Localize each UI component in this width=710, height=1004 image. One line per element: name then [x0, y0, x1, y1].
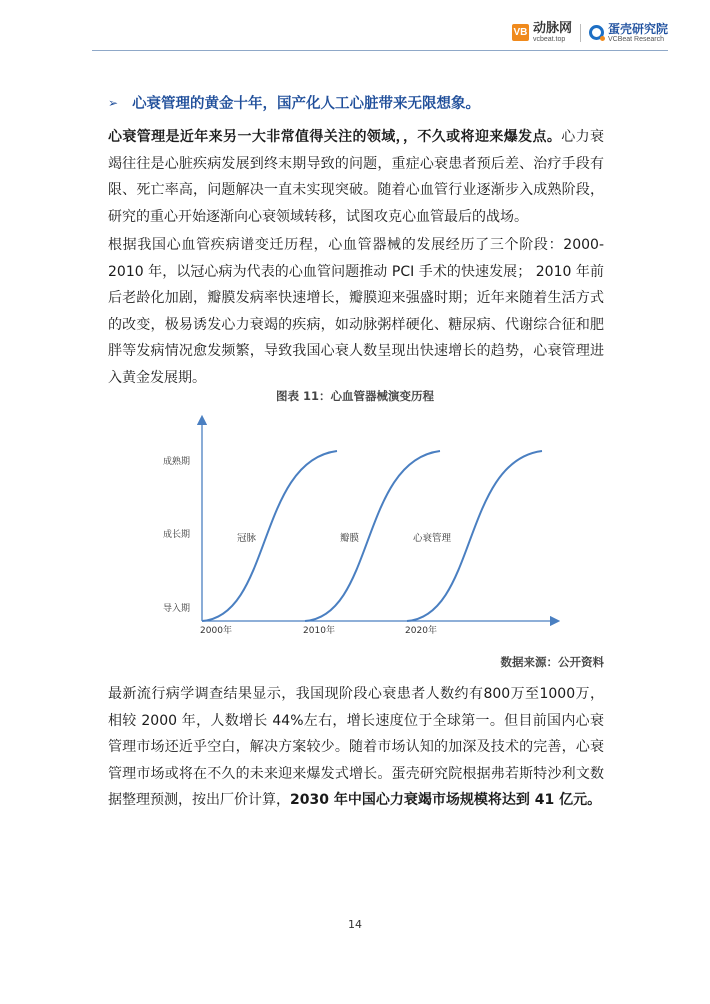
- page-number: 14: [348, 918, 362, 931]
- section-heading-text: 心衰管理的黄金十年，国产化人工心脏带来无限想象。: [132, 96, 481, 112]
- vcbeat-research-logo: [589, 23, 668, 43]
- paragraph-intro-bold: 心衰管理是近年来另一大非常值得关注的领域，，不久或将迎来爆发点。: [108, 129, 562, 145]
- evolution-chart: [150, 415, 560, 640]
- header-rule: [92, 50, 668, 51]
- series-label: 冠脉: [236, 533, 256, 544]
- y-tick-label: 成熟期: [162, 457, 190, 467]
- vcbeat-logo-icon: VB: [512, 24, 529, 41]
- x-tick-label: 2020年: [405, 626, 437, 636]
- paragraph-history: 根据我国心血管疾病谱变迁历程，心血管器械的发展经历了三个阶段：2000-2010 年，以冠心病为代表的心血管问题推动 PCI 手术的快速发展； 2010 年前后老龄化加剧，瓣膜发病率快速增长，瓣膜迎来强盛时期；近年来随着生活方式的改变，极易诱发心力衰竭的疾病，如动脉粥样硬化、糖尿病、代谢综合征和肥胖等发病情况愈发频繁，导致我国心衰人数呈现出快速增长的趋势，心衰管理进入黄金发展期。: [108, 237, 604, 386]
- vcbeat-research-logo-icon: [589, 25, 604, 40]
- header-logos: [512, 22, 668, 43]
- vcbeat-logo-name: 动脉网: [532, 21, 572, 36]
- vcbeat-logo-url: vcbeat.top: [532, 36, 566, 43]
- section-heading: [108, 92, 618, 113]
- paragraph-market-bold: 2030 年中国心力衰竭市场规模将达到 41 亿元。: [290, 792, 602, 808]
- paragraph-market-text: 最新流行病学调查结果显示，我国现阶段心衰患者人数约有800万至1000万，相较 2000 年，人数增长 44%左右，增长速度位于全球第一。但目前国内心衰管理市场还近乎空白，解决方案较少。随着市场认知的加深及技术的完善，心衰管理市场或将在不久的未来迎来爆发式增长。蛋壳研究院根据弗若斯特沙利文数据整理预测，按出厂价计算，: [108, 686, 604, 808]
- paragraph-intro: [108, 124, 604, 230]
- x-tick-label: 2000年: [200, 626, 232, 636]
- figure-source: 数据来源：公开资料: [500, 655, 604, 669]
- series-line: [202, 451, 337, 621]
- paragraph-market: [108, 681, 604, 814]
- paragraph-intro-text: 心力衰竭往往是心脏疾病发展到终末期导致的问题，重症心衰患者预后差、治疗手段有限、死亡率高，问题解决一直未实现突破。随着心血管行业逐渐步入成熟阶段，研究的重心开始逐渐向心衰领域转移，试图攻克心血管最后的战场。: [108, 129, 604, 225]
- vcbeat-research-logo-en: VCBeat Research: [607, 35, 665, 43]
- series-label: 瓣膜: [339, 533, 359, 544]
- y-tick-label: 成长期: [162, 530, 190, 540]
- vcbeat-research-logo-name: 蛋壳研究院: [607, 21, 668, 36]
- arrow-bullet-icon: ➢: [108, 95, 119, 110]
- series-label: 心衰管理: [412, 533, 451, 544]
- vcbeat-logo: [512, 22, 572, 43]
- y-tick-label: 导入期: [162, 604, 190, 614]
- x-tick-label: 2010年: [303, 626, 335, 636]
- header-divider: [580, 24, 581, 42]
- figure-title: 图表 11：心血管器械演变历程: [275, 389, 434, 403]
